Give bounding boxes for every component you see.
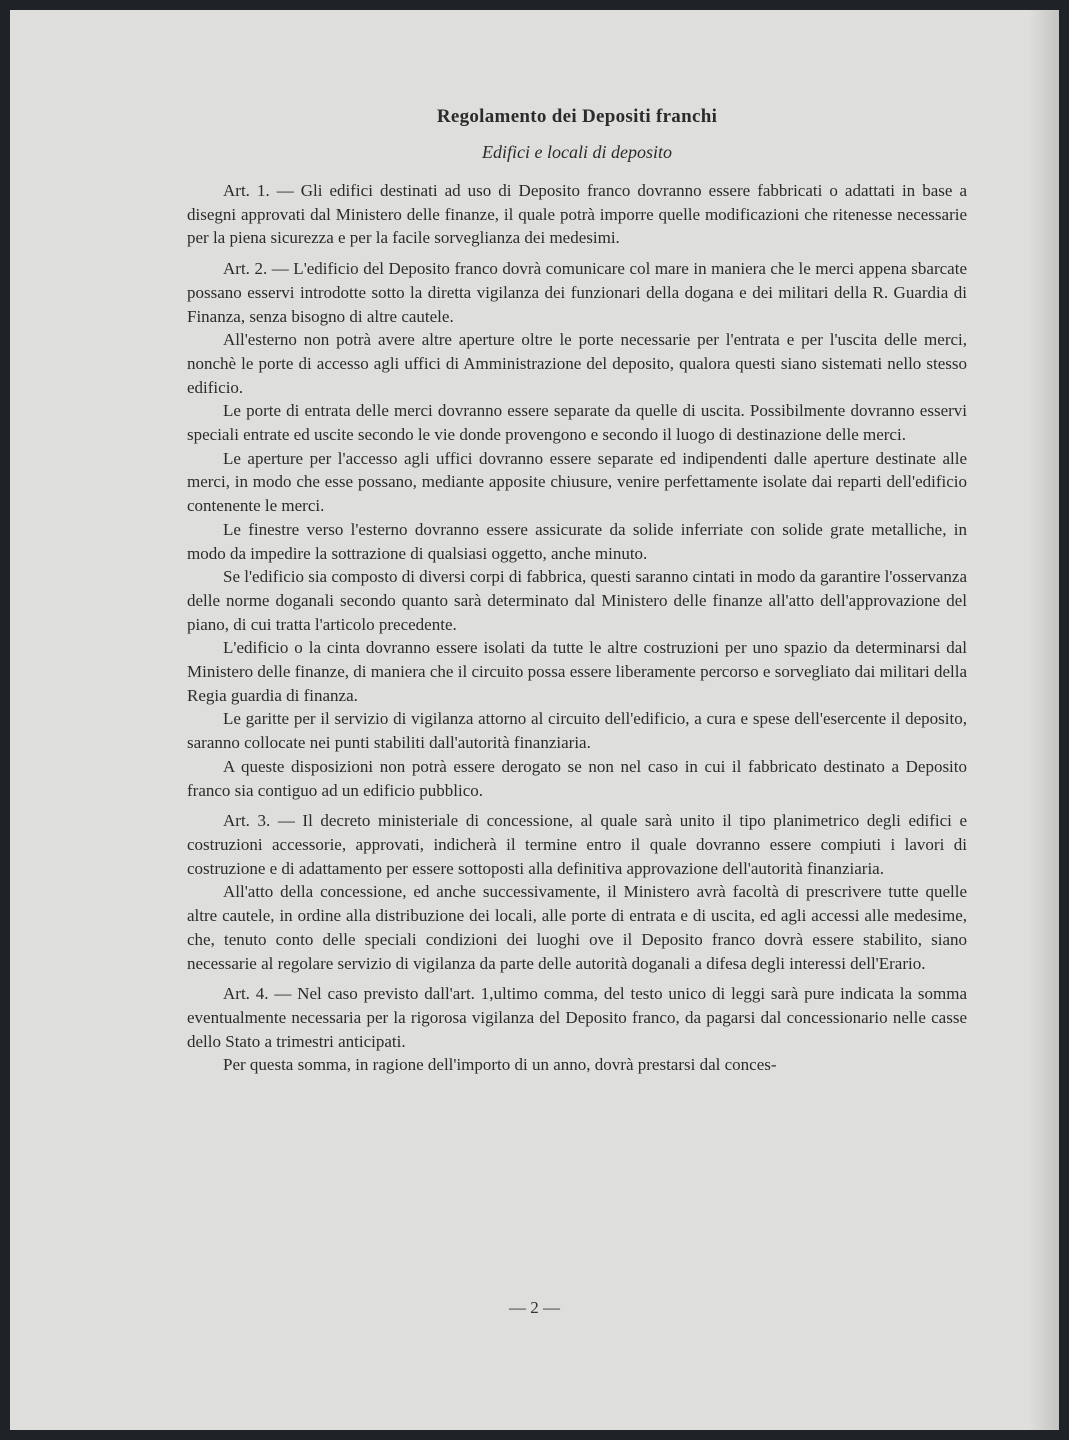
paragraph-art-2: Art. 2. — L'edificio del Deposito franco dovrà comunicare col mare in maniera che le merci appena sbarcate possano esservi introdotte sotto la diretta vigilanza dei funzionari della dogana e dei militari della R. Guardia di Finanza, senza bisogno di altre cautele. — [187, 259, 967, 326]
paragraph: Per questa somma, in ragione dell'importo di un anno, dovrà prestarsi dal conces- — [223, 1055, 777, 1075]
paragraph: Le aperture per l'accesso agli uffici dovranno essere separate ed indipendenti dalle aperture destinate alle merci, in modo che esse possano, mediante apposite chiusure, venire perfettamente isolate dai reparti dell'edificio contenente le merci. — [187, 448, 967, 516]
page-number: — 2 — — [509, 1298, 560, 1317]
paragraph-art-4: Art. 4. — Nel caso previsto dall'art. 1,ultimo comma, del testo unico di leggi sarà pure indicata la somma eventualmente necessaria per la rigorosa vigilanza del Deposito franco, da pagarsi dal concessionario nelle casse dello Stato a trimestri anticipati. — [187, 984, 967, 1051]
paragraph-art-3: Art. 3. — Il decreto ministeriale di concessione, al quale sarà unito il tipo planimetrico degli edifici e costruzioni accessorie, approvati, indicherà il termine entro il quale dovranno essere compiuti i lavori di costruzione e di adattamento per essere sottoposti alla definitiva approvazione dell'autorità finanziaria. — [187, 811, 967, 878]
paragraph-art-1: Art. 1. — Gli edifici destinati ad uso di Deposito franco dovranno essere fabbricati o adattati in base a disegni approvati dal Ministero delle finanze, il quale potrà imporre quelle modificazioni che ritenesse necessarie per la piena sicurezza e per la facile sorveglianza dei medesimi. — [187, 181, 967, 248]
paragraph: A queste disposizioni non potrà essere derogato se non nel caso in cui il fabbricato destinato a Deposito franco sia contiguo ad un edificio pubblico. — [187, 756, 967, 800]
section-subtitle: Edifici e locali di deposito — [482, 142, 672, 162]
page-title: Regolamento dei Depositi franchi — [436, 106, 718, 127]
paragraph: Se l'edificio sia composto di diversi corpi di fabbrica, questi saranno cintati in modo da garantire l'osservanza delle norme doganali secondo quanto sarà determinato dal Ministero delle finanze all'atto dell'approvazione del piano, di cui tratta l'articolo precedente. — [187, 567, 967, 634]
page-content — [187, 106, 967, 1077]
document-page — [10, 10, 1059, 1430]
paragraph: Le finestre verso l'esterno dovranno essere assicurate da solide inferriate con solide grate metalliche, in modo da impedire la sottrazione di qualsiasi oggetto, anche minuto. — [187, 519, 967, 563]
paragraph: Le porte di entrata delle merci dovranno essere separate da quelle di uscita. Possibilmente dovranno esservi speciali entrate ed uscite secondo le vie donde provengono e secondo il luogo di destinazione delle merci. — [187, 401, 967, 445]
paragraph: All'esterno non potrà avere altre aperture oltre le porte necessarie per l'entrata e per l'uscita delle merci, nonchè le porte di accesso agli uffici di Amministrazione del deposito, qualora questi siano sistemati nello stesso edificio. — [187, 330, 967, 397]
paragraph: All'atto della concessione, ed anche successivamente, il Ministero avrà facoltà di prescrivere tutte quelle altre cautele, in ordine alla distribuzione dei locali, alle porte di entrata e di uscita, ed agli accessi alle medesime, che, tenuto conto delle speciali condizioni dei luoghi ove il Deposito franco dovrà essere stabilito, siano necessarie al regolare servizio di vigilanza da parte delle autorità doganali a difesa degli interessi dell'Erario. — [187, 882, 967, 973]
paragraph: L'edificio o la cinta dovranno essere isolati da tutte le altre costruzioni per uno spazio da determinarsi dal Ministero delle finanze, di maniera che il circuito possa essere liberamente percorso e sorvegliato dai militari della Regia guardia di finanza. — [187, 638, 967, 705]
paragraph: Le garitte per il servizio di vigilanza attorno al circuito dell'edificio, a cura e spese dell'esercente il deposito, saranno collocate nei punti stabiliti dall'autorità finanziaria. — [187, 709, 967, 753]
